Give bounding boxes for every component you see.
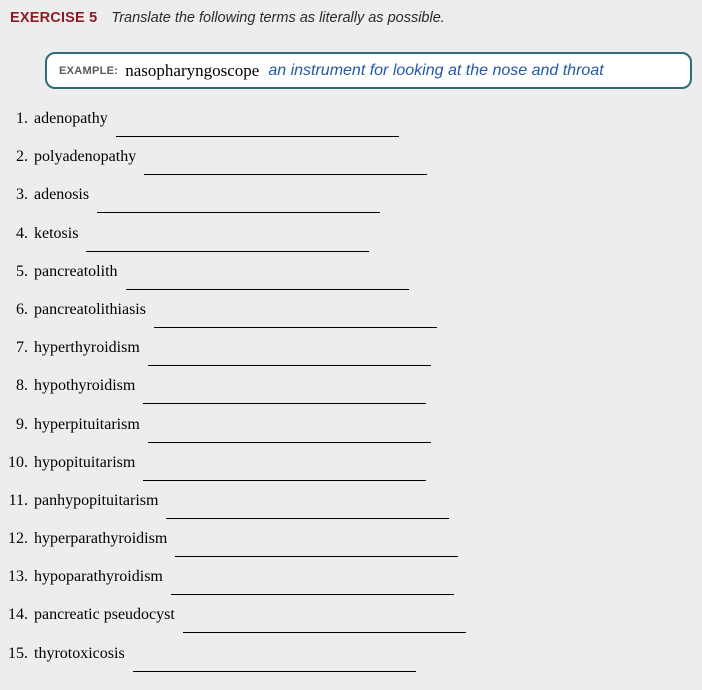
exercise-item [8,526,702,564]
example-box [45,52,692,89]
item-term: pancreatolithiasis [34,300,146,318]
exercise-item [8,412,702,450]
item-number: 12. [8,530,28,548]
item-term: hyperthyroidism [34,339,140,357]
answer-blank[interactable] [183,605,466,633]
example-answer: an instrument for looking at the nose and throat [268,61,604,79]
example-label: EXAMPLE: [59,64,119,77]
answer-blank[interactable] [143,453,426,481]
exercise-item [8,335,702,373]
answer-blank[interactable] [148,338,431,366]
item-number: 15. [8,644,28,662]
answer-blank[interactable] [166,491,449,519]
item-term: ketosis [34,224,79,242]
answer-blank[interactable] [86,224,369,252]
item-term: pancreatic pseudocyst [34,606,175,624]
item-number: 6. [16,300,28,318]
exercise-item [8,564,702,602]
exercise-item [8,450,702,488]
item-term: panhypopituitarism [34,491,159,509]
item-term: pancreatolith [34,262,118,280]
exercise-item [8,488,702,526]
exercise-item [8,373,702,411]
item-term: thyrotoxicosis [34,644,125,662]
item-number: 5. [16,262,28,280]
item-term: hypoparathyroidism [34,568,163,586]
item-number: 14. [8,606,28,624]
exercise-item [8,641,702,679]
exercise-item [8,144,702,182]
item-number: 9. [16,415,28,433]
item-term: hyperparathyroidism [34,530,168,548]
item-number: 13. [8,568,28,586]
answer-blank[interactable] [171,567,454,595]
answer-blank[interactable] [144,147,427,175]
answer-blank[interactable] [154,300,437,328]
item-term: adenosis [34,186,90,204]
item-term: hypothyroidism [34,377,136,395]
exercise-item [8,106,702,144]
item-number: 8. [16,377,28,395]
answer-blank[interactable] [97,185,380,213]
item-term: hypopituitarism [34,453,136,471]
item-term: hyperpituitarism [34,415,140,433]
item-number: 4. [16,224,28,242]
exercise-item [8,182,702,220]
exercise-header [0,0,702,27]
item-term: adenopathy [34,110,108,127]
answer-blank[interactable] [143,376,426,404]
item-number: 10. [8,453,28,471]
item-number: 7. [16,339,28,357]
exercise-item [8,221,702,259]
answer-blank[interactable] [116,109,399,137]
item-number: 11. [8,491,28,509]
exercise-instruction: Translate the following terms as literally as possible. [111,10,445,26]
exercise-label: EXERCISE 5 [10,10,98,26]
item-number: 2. [16,148,28,166]
item-number: 1. [16,110,28,127]
exercise-item [8,297,702,335]
item-number: 3. [16,186,28,204]
exercise-item [8,602,702,640]
answer-blank[interactable] [133,644,416,672]
exercise-item-list [0,106,702,679]
answer-blank[interactable] [126,262,409,290]
example-term: nasopharyngoscope [125,60,260,80]
answer-blank[interactable] [175,529,458,557]
item-term: polyadenopathy [34,148,137,166]
answer-blank[interactable] [148,415,431,443]
exercise-item [8,259,702,297]
